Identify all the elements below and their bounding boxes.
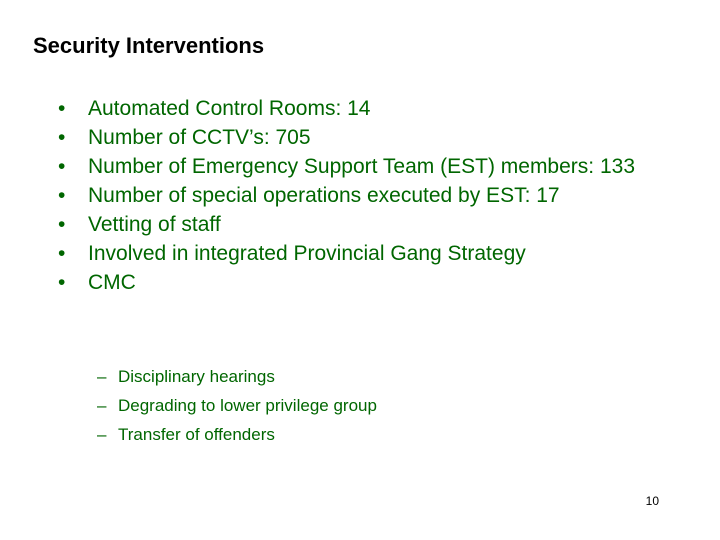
- dash-marker-icon: –: [97, 396, 107, 415]
- sub-bullet-list: [97, 362, 657, 449]
- dash-marker-icon: –: [97, 425, 107, 444]
- bullet-item: [58, 94, 698, 123]
- bullet-marker-icon: •: [58, 184, 66, 207]
- bullet-marker-icon: •: [58, 242, 66, 265]
- bullet-text: CMC: [88, 271, 136, 294]
- sub-bullet-item: [97, 391, 657, 420]
- bullet-item: [58, 268, 698, 297]
- bullet-text: Vetting of staff: [88, 213, 221, 236]
- bullet-text: Automated Control Rooms: 14: [88, 97, 371, 120]
- dash-marker-icon: –: [97, 367, 107, 386]
- bullet-marker-icon: •: [58, 155, 66, 178]
- bullet-marker-icon: •: [58, 213, 66, 236]
- sub-bullet-text: Disciplinary hearings: [118, 367, 275, 386]
- bullet-item: [58, 239, 698, 268]
- slide-title: Security Interventions: [33, 33, 265, 58]
- bullet-list: [58, 94, 698, 297]
- sub-bullet-text: Degrading to lower privilege group: [118, 396, 377, 415]
- bullet-marker-icon: •: [58, 271, 66, 294]
- bullet-item: [58, 152, 698, 181]
- sub-bullet-text: Transfer of offenders: [118, 425, 275, 444]
- bullet-text: Number of Emergency Support Team (EST) members: 133: [88, 155, 635, 178]
- bullet-text: Number of CCTV’s: 705: [88, 126, 311, 149]
- page-number: 10: [645, 494, 659, 508]
- bullet-item: [58, 123, 698, 152]
- bullet-item: [58, 210, 698, 239]
- sub-bullet-item: [97, 420, 657, 449]
- bullet-marker-icon: •: [58, 126, 66, 149]
- bullet-text: Involved in integrated Provincial Gang Strategy: [88, 242, 526, 265]
- bullet-item: [58, 181, 698, 210]
- bullet-marker-icon: •: [58, 97, 66, 120]
- sub-bullet-item: [97, 362, 657, 391]
- bullet-text: Number of special operations executed by EST: 17: [88, 184, 560, 207]
